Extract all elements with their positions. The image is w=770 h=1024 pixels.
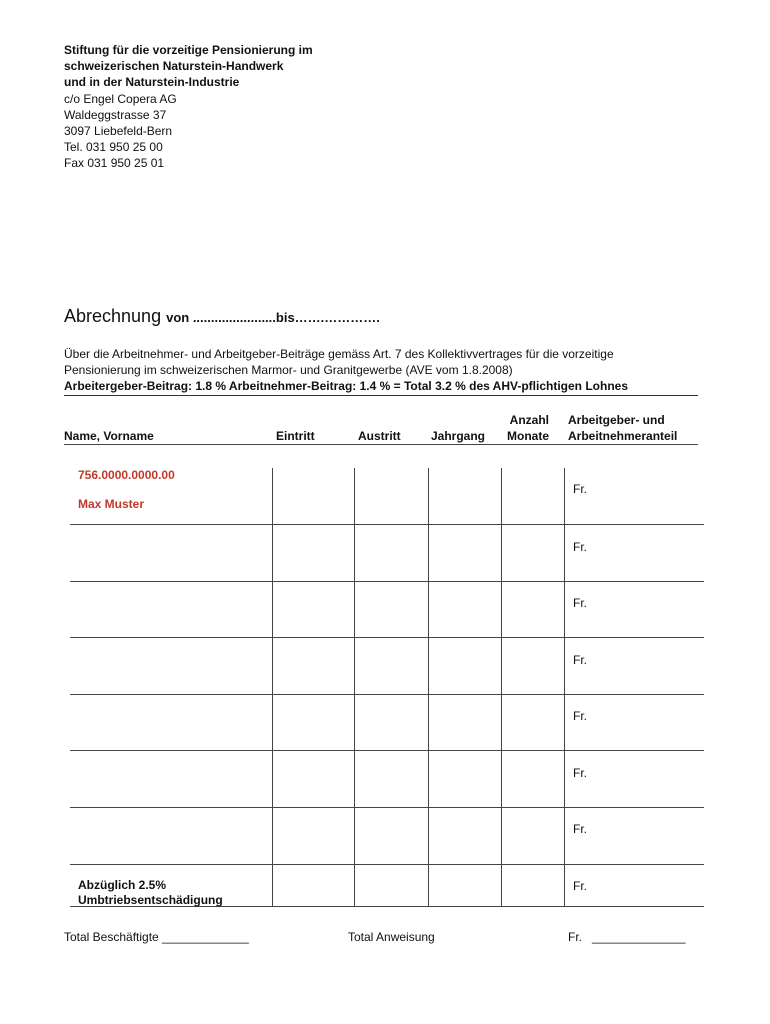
deduction-label (78, 878, 223, 908)
header-rule (64, 444, 698, 445)
intro-text (64, 346, 704, 394)
example-ahv-number[interactable]: 756.0000.0000.00 (78, 468, 175, 482)
deduction-line2: Umbtriebsentschädigung (78, 893, 223, 907)
header-eintritt: Eintritt (276, 429, 315, 443)
deduction-amount-field[interactable]: Fr. (573, 879, 587, 893)
amount-field[interactable]: Fr. (573, 766, 587, 780)
row-divider (70, 637, 704, 638)
phone-line: Tel. 031 950 25 00 (64, 140, 163, 155)
amount-field[interactable]: Fr. (573, 653, 587, 667)
row-divider (70, 750, 704, 751)
header-monate-line2: Monate (507, 429, 549, 443)
address-line: c/o Engel Copera AG (64, 91, 177, 106)
intro-line: Über die Arbeitnehmer- und Arbeitgeber-Beiträge gemäss Art. 7 des Kollektivvertrages für die vorzeitige (64, 347, 614, 361)
column-divider (564, 468, 565, 906)
contribution-rates: Arbeitergeber-Beitrag: 1.8 % Arbeitnehmer-Beitrag: 1.4 % = Total 3.2 % des AHV-pflichtigen Lohnes (64, 379, 629, 393)
row-divider (70, 694, 704, 695)
amount-field[interactable]: Fr. (573, 709, 587, 723)
fax-line: Fax 031 950 25 01 (64, 156, 165, 171)
total-amount-field[interactable]: Fr. ______________ (568, 930, 686, 944)
page-title (64, 306, 380, 327)
divider (64, 395, 698, 396)
header-name: Name, Vorname (64, 429, 154, 443)
example-name[interactable]: Max Muster (78, 497, 145, 511)
amount-field[interactable]: Fr. (573, 540, 587, 554)
column-divider (501, 468, 502, 906)
row-divider (70, 807, 704, 808)
intro-line: Pensionierung im schweizerischen Marmor- und Granitgewerbe (AVE vom 1.8.2008) (64, 363, 513, 377)
header-anteil (568, 412, 677, 444)
header-austritt: Austritt (358, 429, 401, 443)
period-field[interactable]: von .......................bis…….…………. (166, 310, 380, 325)
foundation-address (64, 42, 313, 172)
row-divider (70, 864, 704, 865)
header-jahrgang: Jahrgang (431, 429, 486, 443)
total-transfer-label: Total Anweisung (348, 930, 435, 944)
header-anteil-line2: Arbeitnehmeranteil (568, 429, 678, 443)
amount-field[interactable]: Fr. (573, 482, 587, 496)
address-line: schweizerischen Naturstein-Handwerk (64, 59, 284, 74)
address-line: 3097 Liebefeld-Bern (64, 124, 173, 139)
address-line: und in der Naturstein-Industrie (64, 75, 240, 90)
column-divider (428, 468, 429, 906)
address-line: Waldeggstrasse 37 (64, 107, 167, 122)
amount-field[interactable]: Fr. (573, 596, 587, 610)
total-employees-field[interactable]: Total Beschäftigte _____________ (64, 930, 249, 944)
column-divider (354, 468, 355, 906)
header-monate (505, 412, 549, 444)
row-divider (70, 524, 704, 525)
amount-field[interactable]: Fr. (573, 822, 587, 836)
title-main: Abrechnung (64, 306, 162, 326)
header-anteil-line1: Arbeitgeber- und (568, 413, 665, 427)
column-divider (272, 468, 273, 906)
deduction-line1: Abzüglich 2.5% (78, 878, 167, 892)
header-monate-line1: Anzahl (509, 413, 549, 427)
row-divider (70, 581, 704, 582)
address-line: Stiftung für die vorzeitige Pensionierung im (64, 43, 313, 57)
